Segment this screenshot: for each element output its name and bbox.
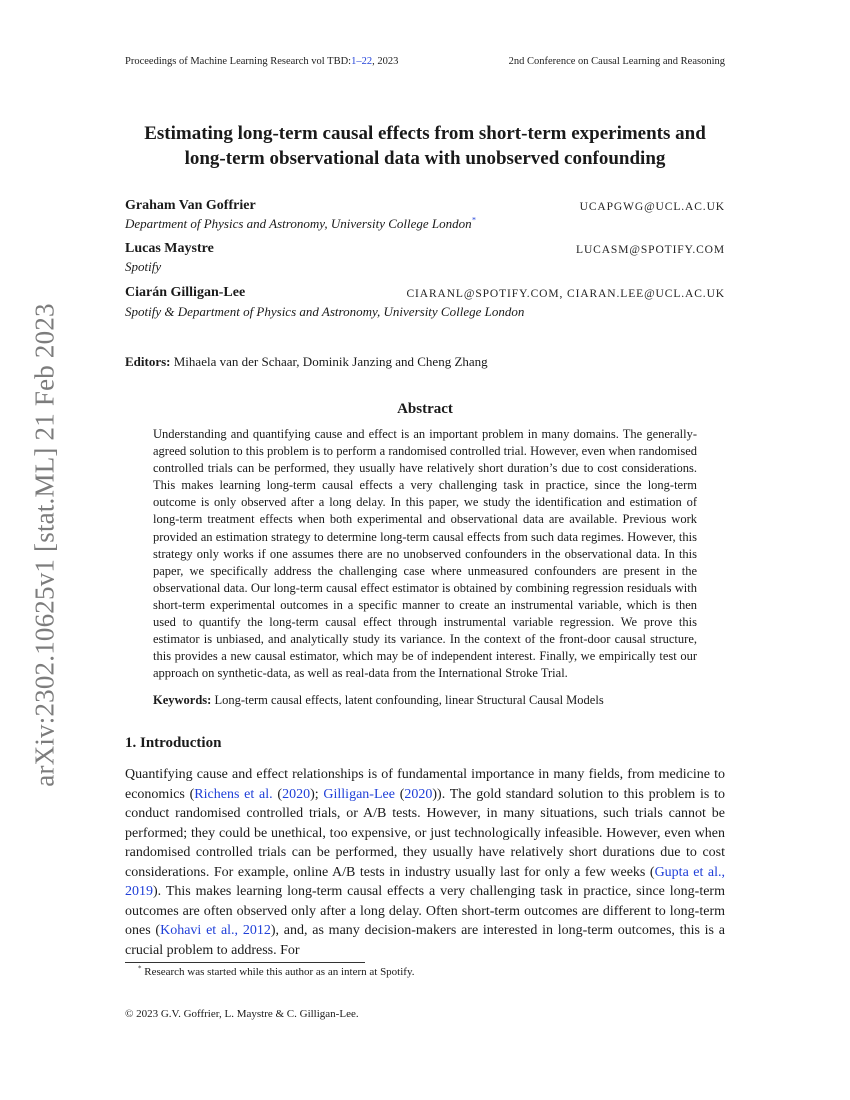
author-affiliation: Spotify & Department of Physics and Astronomy, University College London bbox=[125, 304, 525, 319]
footnote bbox=[138, 966, 415, 978]
paper-title bbox=[100, 121, 750, 171]
section-heading-introduction: 1. Introduction bbox=[125, 735, 222, 751]
title-line-1: Estimating long-term causal effects from short-term experiments and bbox=[144, 123, 706, 144]
citation-year-link-richens[interactable]: 2020 bbox=[282, 786, 311, 802]
author-email: CIARANL@SPOTIFY.COM, CIARAN.LEE@UCL.AC.UK bbox=[406, 288, 725, 300]
title-line-2: long-term observational data with unobserved confounding bbox=[184, 148, 666, 169]
author-affiliation bbox=[125, 216, 476, 232]
header-page-range-link[interactable]: 1–22 bbox=[351, 56, 373, 67]
introduction-paragraph bbox=[125, 765, 725, 960]
citation-link-gilligan-lee[interactable]: Gilligan-Lee bbox=[323, 786, 395, 802]
editors-names: Mihaela van der Schaar, Dominik Janzing and Cheng Zhang bbox=[170, 354, 488, 369]
paragraph-text: )). The gold standard solution to this problem is to conduct randomised controlled trials, or A/B tests. However, in many situations, such trials cannot be performed; they could be unethical, too expensive, or just technologically infeasible. However, even when randomised controlled trials can be performed, they usually have relatively short durations due to cost considerations. For example, online A/B tests in industry usually last for only a few weeks ( bbox=[125, 786, 726, 880]
copyright-notice: © 2023 G.V. Goffrier, L. Maystre & C. Gilligan-Lee. bbox=[125, 1008, 359, 1020]
abstract-body: Understanding and quantifying cause and effect is an important problem in many domains. The generally-agreed solution to this problem is to perform a randomised controlled trial. However, even when randomised controlled trials can be performed, they usually have relatively short duration’s due to cost considerations. This makes learning long-term causal effects a very challenging task in practice, since the long-term outcome is only observed after a long delay. In this paper, we study the identification and estimation of long-term treatment effects when both experimental and observational data are available. Previous work provided an estimation strategy to determine long-term causal effects from such data regimes. However, this strategy only works if one assumes there are no unobserved confounders in the observational data. In this paper, we specifically address the challenging case where unmeasured confounders are present in the observational data. Our long-term causal effect estimator is obtained by combining regression residuals with short-term experimental outcomes in a specific manner to create an instrumental variable, which is then used to quantify the long-term causal effect through instrumental variable regression. We prove this estimator is unbiased, and analytically study its variance. In the context of the front-door causal structure, this provides a new causal estimator, which may be of independent interest. Finally, we empirically test our approach on synthetic-data, as well as real-data from the International Stroke Trial. bbox=[153, 427, 697, 681]
editors-line bbox=[125, 354, 488, 370]
citation-link-gupta[interactable]: Gupta et al., 2019 bbox=[125, 864, 726, 899]
header-year: , 2023 bbox=[372, 56, 399, 67]
footnote-mark: * bbox=[138, 964, 142, 973]
arxiv-identifier-stamp: arXiv:2302.10625v1 [stat.ML] 21 Feb 2023 bbox=[29, 303, 60, 787]
paragraph-text: ); bbox=[310, 786, 324, 802]
author-name: Graham Van Goffrier bbox=[125, 198, 256, 213]
running-header-left bbox=[125, 56, 398, 67]
paragraph-text: Quantifying cause and effect relationships is of fundamental importance in many fields, from medicine to economics ( bbox=[125, 767, 725, 802]
keywords-label: Keywords: bbox=[153, 693, 212, 707]
author-name: Lucas Maystre bbox=[125, 241, 214, 256]
paragraph-text: ), and, as many decision-makers are interested in long-term outcomes, this is a crucial problem to address. For bbox=[125, 923, 725, 958]
author-affiliation-text: Department of Physics and Astronomy, University College London bbox=[125, 216, 472, 231]
header-venue: Proceedings of Machine Learning Research vol TBD: bbox=[125, 56, 352, 67]
author-affiliation: Spotify bbox=[125, 259, 162, 274]
footnote-text: Research was started while this author as an intern at Spotify. bbox=[141, 966, 415, 978]
citation-link-richens[interactable]: Richens et al. bbox=[194, 786, 273, 802]
paragraph-text: ( bbox=[394, 786, 405, 802]
editors-label: Editors: bbox=[125, 354, 171, 369]
footnote-divider bbox=[125, 962, 365, 963]
author-email: LUCASM@SPOTIFY.COM bbox=[576, 244, 725, 256]
citation-year-link-gilligan-lee[interactable]: 2020 bbox=[404, 786, 433, 802]
abstract-heading: Abstract bbox=[397, 401, 453, 417]
keywords-list: Long-term causal effects, latent confounding, linear Structural Causal Models bbox=[211, 693, 604, 707]
paragraph-text: ). This makes learning long-term causal effects a very challenging task in practice, since long-term outcomes are often observed only after a long delay. Often short-term outcomes are different to long-term ones ( bbox=[125, 884, 725, 938]
keywords-line bbox=[153, 693, 697, 708]
citation-link-kohavi[interactable]: Kohavi et al., 2012 bbox=[160, 923, 271, 938]
running-header-right: 2nd Conference on Causal Learning and Reasoning bbox=[508, 56, 725, 67]
footnote-mark-link[interactable]: * bbox=[471, 215, 476, 225]
author-email: UCAPGWG@UCL.AC.UK bbox=[579, 201, 725, 213]
author-name: Ciarán Gilligan-Lee bbox=[125, 285, 246, 300]
paragraph-text: ( bbox=[272, 786, 283, 802]
